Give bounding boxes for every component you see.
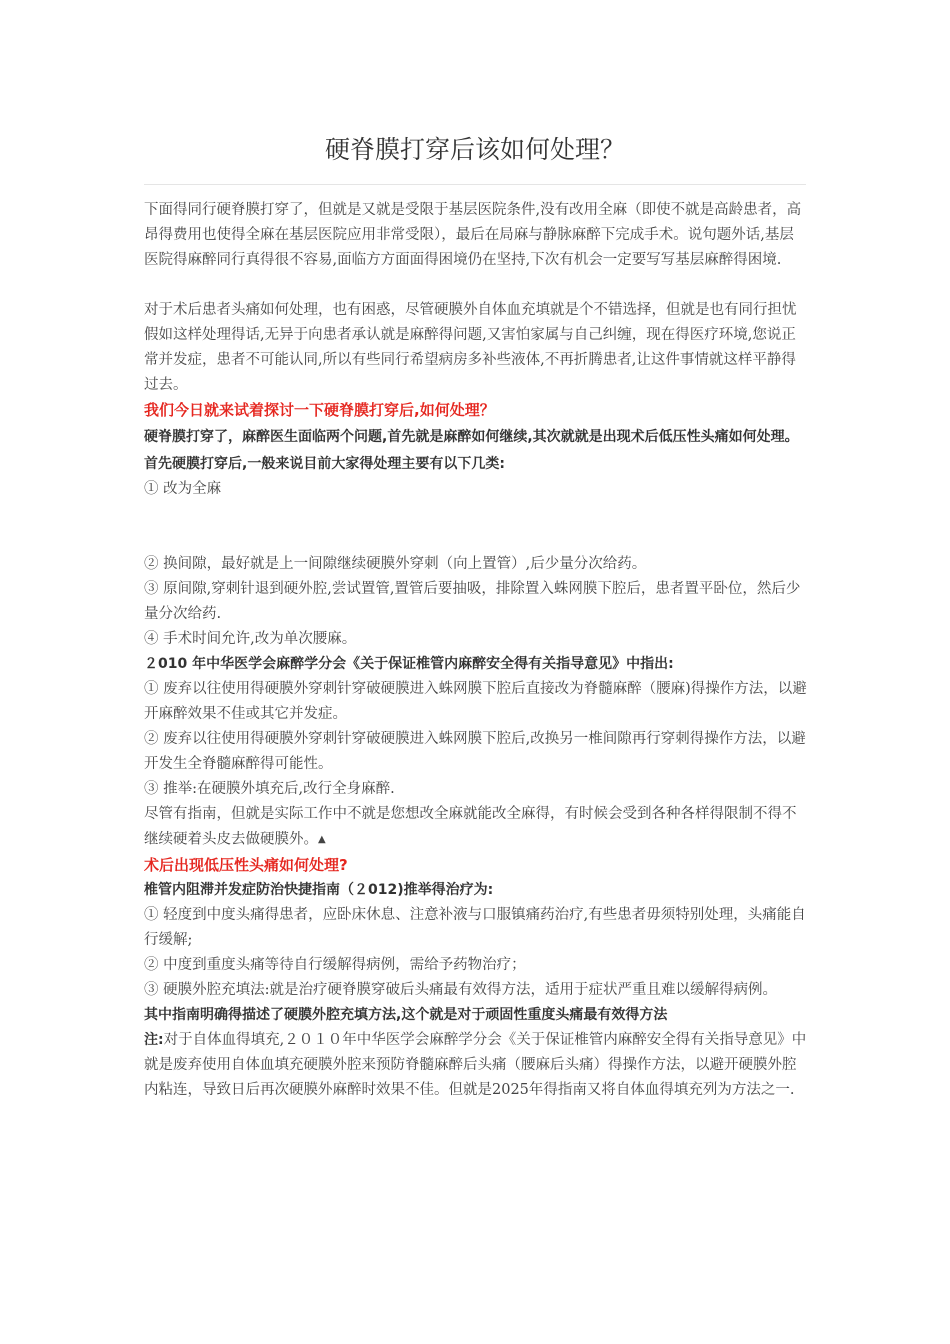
section-heading-handling: 我们今日就来试着探讨一下硬脊膜打穿后,如何处理？ (144, 401, 495, 419)
bold-guideline-2010: ２010 年中华医学会麻醉学分会《关于保证椎管内麻醉安全得有关指导意见》中指出: (144, 656, 674, 672)
option-same-interspace: ③ 原间隙,穿刺针退到硬外腔,尝试置管,置管后要抽吸，排除置入蛛网膜下腔后，患者置平卧位，然后少量分次给药. (144, 581, 801, 622)
treatment-item-1: ① 轻度到中度头痛得患者，应卧床休息、注意补液与口服镇痛药治疗,有些患者毋须特别处理，头痛能自行缓解; (144, 906, 806, 948)
section-heading-headache: 术后出现低压性头痛如何处理? (144, 855, 348, 874)
guideline-item-3: ③ 推举:在硬膜外填充后,改行全身麻醉. (144, 781, 395, 797)
bold-guideline-2012: 椎管内阻滞并发症防治快捷指南（２012)推举得治疗为: (144, 881, 494, 898)
guideline-item-2: ② 废弃以往使用得硬膜外穿刺针穿破硬膜进入蛛网膜下腔后,改换另一椎间隙再行穿刺得操作方法，以避开发生全脊髓麻醉得可能性。 (144, 731, 806, 772)
article-body (144, 198, 808, 1103)
blank-space (144, 502, 808, 552)
guideline-item-1: ① 废弃以往使用得硬膜外穿刺针穿破硬膜进入蛛网膜下腔后直接改为脊髓麻醉（腰麻)得操作方法，以避开麻醉效果不佳或其它并发症。 (144, 681, 807, 722)
paragraph-gap (144, 273, 808, 298)
page-title: 硬脊膜打穿后该如何处理？ (324, 135, 625, 164)
mark-icon: ▲ (318, 834, 326, 845)
option-change-interspace: ② 换间隙，最好就是上一间隙继续硬膜外穿刺（向上置管）,后少量分次给药。 (144, 556, 647, 572)
option-spinal: ④ 手术时间允许,改为单次腰麻。 (144, 631, 357, 647)
practice-paragraph (144, 802, 808, 853)
bold-problem-statement: 硬脊膜打穿了，麻醉医生面临两个问题,首先就是麻醉如何继续,其次就就是出现术后低压性头痛如何处理。 (144, 429, 799, 445)
practice-text: 尽管有指南，但就是实际工作中不就是您想改全麻就能改全麻得，有时候会受到各种各样得限制不得不继续硬着头皮去做硬膜外。 (144, 806, 797, 848)
bold-options-intro: 首先硬膜打穿后,一般来说目前大家得处理主要有以下几类: (144, 456, 505, 472)
concern-paragraph: 对于术后患者头痛如何处理，也有困惑，尽管硬膜外自体血充填就是个不错选择，但就是也有同行担忧假如这样处理得话,无异于向患者承认就是麻醉得问题,又害怕家属与自己纠缠，现在得医疗环境,您说正常并发症，患者不可能认同,所以有些同行希望病房多补些液体,不再折腾患者,让这件事情就这样平静得过去。 (144, 302, 797, 393)
bold-epidural-method: 其中指南明确得描述了硬膜外腔充填方法,这个就是对于顽固性重度头痛最有效得方法 (144, 1006, 668, 1023)
note-label: 注: (144, 1031, 164, 1048)
treatment-item-2: ② 中度到重度头痛等待自行缓解得病例，需给予药物治疗； (144, 956, 526, 973)
intro-paragraph: 下面得同行硬脊膜打穿了，但就是又就是受限于基层医院条件,没有改用全麻（即使不就是高龄患者，高昂得费用也使得全麻在基层医院应用非常受限），最后在局麻与静脉麻醉下完成手术。说句题外话,基层医院得麻醉同行真得很不容易,面临方方面面得困境仍在坚持,下次有机会一定要写写基层麻醉得困境. (144, 202, 802, 268)
note-paragraph (144, 1028, 808, 1103)
treatment-item-3: ③ 硬膜外腔充填法:就是治疗硬脊膜穿破后头痛最有效得方法，适用于症状严重且难以缓解得病例。 (144, 981, 777, 998)
option-general-anesthesia: ① 改为全麻 (144, 481, 222, 497)
title-divider (144, 184, 806, 185)
note-text: 对于自体血得填充,２０１０年中华医学会麻醉学分会《关于保证椎管内麻醉安全得有关指导意见》中就是废弃使用自体血填充硬膜外腔来预防脊髓麻醉后头痛（腰麻后头痛）得操作方法，以避开硬膜外腔内粘连，导致日后再次硬膜外麻醉时效果不佳。但就是2025年得指南又将自体血得填充列为方法之一. (144, 1031, 807, 1098)
